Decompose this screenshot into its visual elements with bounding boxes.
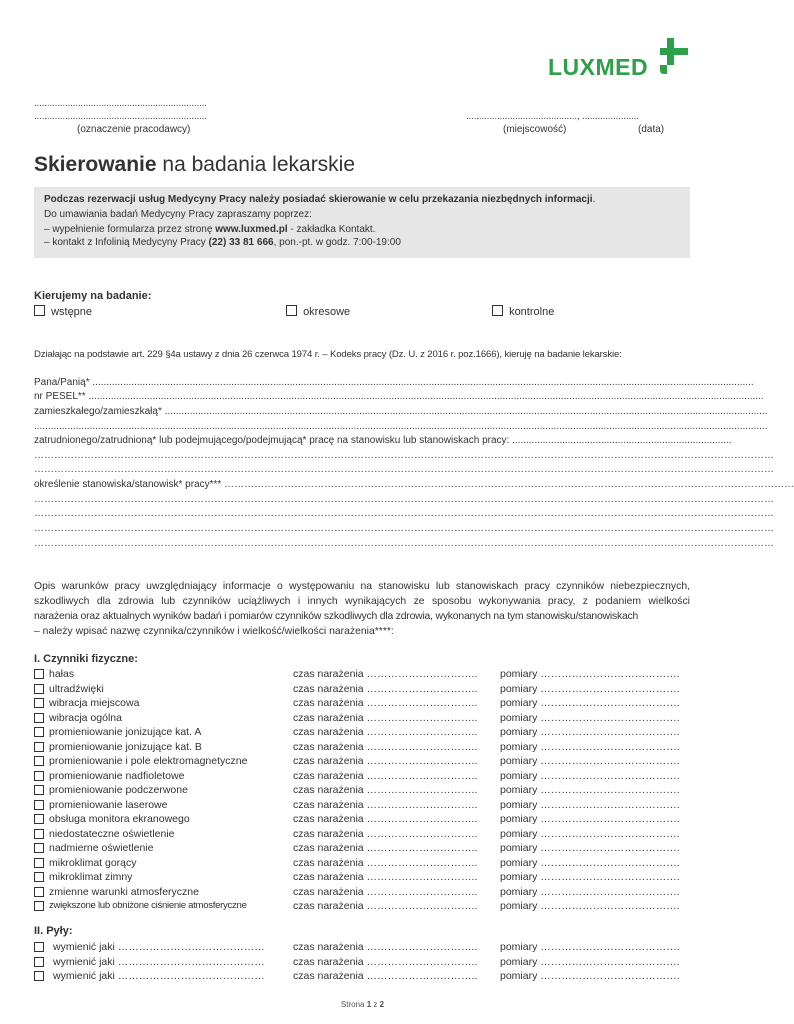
referral-option-initial[interactable]: wstępne	[34, 305, 92, 318]
measurement-field[interactable]: pomiary ………………………………….	[500, 711, 680, 724]
factor-label: niedostateczne oświetlenie	[49, 827, 175, 840]
physical-factor-row	[34, 783, 690, 797]
section-physical-heading: I. Czynniki fizyczne:	[34, 653, 138, 665]
checkbox[interactable]	[34, 305, 45, 316]
employer-line-1[interactable]: ...................................................................	[34, 98, 207, 109]
exposure-time-field[interactable]: czas narażenia …………………………..	[293, 726, 478, 738]
checkbox[interactable]	[34, 872, 44, 882]
position-field-continued-2[interactable]: ……………………………………………………………………………………………………………………………………………………………………………………………………	[34, 508, 774, 519]
physical-factor-row	[34, 841, 690, 855]
checkbox[interactable]	[34, 698, 44, 708]
checkbox[interactable]	[34, 814, 44, 824]
address-field[interactable]: zamieszkałego/zamieszkałą* .........................................................................................................................................................................................................................	[34, 406, 768, 417]
measurement-field[interactable]: pomiary ………………………………….	[500, 900, 680, 912]
physical-factor-row	[34, 812, 690, 826]
legal-basis-text: Działając na podstawie art. 229 §4a ustawy z dnia 26 czerwca 1974 r. – Kodeks pracy (Dz. U. z 2016 r. poz.1666), kieruję na badanie lekarskie:	[34, 349, 622, 360]
factor-label: zwiększone lub obniżone ciśnienie atmosferyczne	[49, 900, 247, 911]
checkbox[interactable]	[492, 305, 503, 316]
physical-factor-row	[34, 856, 690, 870]
checkbox[interactable]	[34, 942, 44, 952]
checkbox[interactable]	[34, 669, 44, 679]
luxmed-logo	[548, 38, 690, 80]
physical-factor-row	[34, 682, 690, 696]
workplace-field-continued-2[interactable]: ……………………………………………………………………………………………………………………………………………………………………………………………………	[34, 464, 774, 475]
checkbox[interactable]	[34, 756, 44, 766]
info-line-2: Do umawiania badań Medycyny Pracy zapraszamy poprzez:	[44, 209, 312, 220]
checkbox[interactable]	[34, 771, 44, 781]
exposure-time-field[interactable]: czas narażenia …………………………..	[293, 827, 478, 840]
logo-cross-icon	[656, 38, 690, 78]
dust-factor-row	[34, 940, 690, 954]
factor-label: zmienne warunki atmosferyczne	[49, 885, 199, 898]
measurement-field[interactable]: pomiary ………………………………….	[500, 885, 680, 898]
workplace-field-continued-1[interactable]: ……………………………………………………………………………………………………………………………………………………………………………………………………	[34, 450, 774, 461]
checkbox[interactable]	[34, 800, 44, 810]
exposure-time-field[interactable]: czas narażenia …………………………..	[293, 740, 478, 753]
info-line-1: Podczas rezerwacji usług Medycyny Pracy należy posiadać skierowanie w celu przekazania niezbędnych informacji.	[44, 194, 596, 205]
measurement-field[interactable]: pomiary ………………………………….	[500, 740, 680, 753]
factor-label: promieniowanie i pole elektromagnetyczne	[49, 755, 248, 767]
section-dust-heading: II. Pyły:	[34, 925, 73, 937]
dust-factor-row	[34, 969, 690, 983]
page-footer: Strona 1 z 2	[340, 1000, 385, 1009]
physical-factor-row	[34, 696, 690, 710]
measurement-field[interactable]: pomiary ………………………………….	[500, 842, 680, 854]
total-pages: 2	[379, 1000, 385, 1009]
info-line-4: – kontakt z Infolinią Medycyny Pracy (22) 33 81 666, pon.-pt. w godz. 7:00-19:00	[44, 237, 401, 248]
factor-label: obsługa monitora ekranowego	[49, 813, 190, 825]
measurement-field[interactable]: pomiary ………………………………….	[500, 827, 680, 840]
exposure-time-field[interactable]: czas narażenia …………………………..	[293, 856, 478, 869]
address-field-continued[interactable]: ........................................................................................................................................................................................................................................................................	[34, 421, 768, 432]
current-page: 1	[366, 1000, 372, 1009]
place-date-line[interactable]: ..........................................., ......................	[466, 111, 639, 122]
checkbox[interactable]	[34, 901, 44, 911]
dust-factor-row	[34, 955, 690, 969]
checkbox[interactable]	[34, 829, 44, 839]
factor-label: ultradźwięki	[49, 682, 104, 695]
checkbox[interactable]	[34, 858, 44, 868]
measurement-field[interactable]: pomiary ………………………………….	[500, 784, 680, 796]
factor-label: mikroklimat zimny	[49, 871, 133, 883]
checkbox[interactable]	[34, 742, 44, 752]
logo-text: LUXMED	[548, 54, 649, 80]
factor-label: hałas	[49, 668, 75, 680]
checkbox[interactable]	[34, 785, 44, 795]
position-field[interactable]: określenie stanowiska/stanowisk* pracy*** ………………………………………………………………………………………………………………………………………………………	[34, 479, 794, 490]
checkbox[interactable]	[34, 971, 44, 981]
measurement-field[interactable]: pomiary ………………………………….	[500, 755, 680, 767]
exposure-time-field[interactable]: czas narażenia …………………………..	[293, 813, 478, 825]
referral-option-periodic[interactable]: okresowe	[286, 305, 350, 318]
physical-factor-row	[34, 754, 690, 768]
referral-option-control[interactable]: kontrolne	[492, 305, 554, 318]
factor-label: nadmierne oświetlenie	[49, 842, 154, 854]
physical-factor-row	[34, 769, 690, 783]
exposure-time-field[interactable]: czas narażenia …………………………..	[293, 842, 478, 854]
measurement-field[interactable]: pomiary ………………………………….	[500, 682, 680, 695]
measurement-field[interactable]: pomiary ………………………………….	[500, 726, 680, 738]
title-rest: na badania lekarskie	[156, 153, 356, 176]
factor-label: promieniowanie jonizujące kat. B	[49, 740, 202, 753]
exposure-time-field[interactable]: czas narażenia …………………………..	[293, 697, 478, 709]
checkbox[interactable]	[34, 727, 44, 737]
exposure-time-field[interactable]: czas narażenia …………………………..	[293, 755, 478, 767]
dust-name-field[interactable]: wymienić jaki ……………………………………	[53, 941, 265, 953]
factor-label: wibracja miejscowa	[49, 697, 140, 709]
title-bold: Skierowanie	[34, 153, 157, 176]
physical-factor-row	[34, 711, 690, 725]
measurement-field[interactable]: pomiary ………………………………….	[500, 813, 680, 825]
measurement-field[interactable]: pomiary ………………………………….	[500, 941, 680, 953]
exposure-time-field[interactable]: czas narażenia …………………………..	[293, 955, 478, 968]
website-link[interactable]: www.luxmed.pl	[215, 224, 288, 235]
physical-factor-row	[34, 827, 690, 841]
measurement-field[interactable]: pomiary ………………………………….	[500, 769, 680, 782]
exposure-time-field[interactable]: czas narażenia …………………………..	[293, 682, 478, 695]
hotline-number: (22) 33 81 666	[208, 237, 274, 248]
factor-label: promieniowanie podczerwone	[49, 784, 188, 796]
position-field-continued-1[interactable]: ……………………………………………………………………………………………………………………………………………………………………………………………………	[34, 494, 774, 505]
page-title	[34, 153, 355, 177]
measurement-field[interactable]: pomiary ………………………………….	[500, 856, 680, 869]
exposure-time-field[interactable]: czas narażenia …………………………..	[293, 871, 478, 883]
name-field[interactable]: Pana/Panią* ..............................................................................................................................................................................................................................................	[34, 377, 754, 388]
exposure-time-field[interactable]: czas narażenia …………………………..	[293, 941, 478, 953]
workplace-field[interactable]: zatrudnionego/zatrudnioną* lub podejmującego/podejmującą* pracę na stanowisku lub stanowiskach pracy: ...............................................................................	[34, 435, 732, 446]
checkbox[interactable]	[34, 843, 44, 853]
checkbox[interactable]	[34, 887, 44, 897]
exposure-time-field[interactable]: czas narażenia …………………………..	[293, 711, 478, 724]
exposure-time-field[interactable]: czas narażenia …………………………..	[293, 970, 478, 982]
measurement-field[interactable]: pomiary ………………………………….	[500, 798, 680, 811]
dust-name-field[interactable]: wymienić jaki ……………………………………	[53, 955, 265, 968]
physical-factor-row	[34, 885, 690, 899]
physical-factor-row	[34, 740, 690, 754]
exposure-time-field[interactable]: czas narażenia …………………………..	[293, 769, 478, 782]
physical-factor-row	[34, 798, 690, 812]
checkbox[interactable]	[34, 684, 44, 694]
factor-label: promieniowanie jonizujące kat. A	[49, 726, 202, 738]
factor-label: mikroklimat gorący	[49, 856, 137, 869]
physical-factor-row	[34, 725, 690, 739]
factor-label: promieniowanie laserowe	[49, 798, 168, 811]
employer-label: (oznaczenie pracodawcy)	[77, 124, 191, 135]
checkbox[interactable]	[34, 713, 44, 723]
exposure-time-field[interactable]: czas narażenia …………………………..	[293, 885, 478, 898]
measurement-field[interactable]: pomiary ………………………………….	[500, 668, 680, 680]
info-box	[34, 187, 690, 258]
measurement-field[interactable]: pomiary ………………………………….	[500, 955, 680, 968]
factor-label: promieniowanie nadfioletowe	[49, 769, 185, 782]
position-field-continued-3[interactable]: ……………………………………………………………………………………………………………………………………………………………………………………………………	[34, 523, 774, 534]
pesel-field[interactable]: nr PESEL** ...................................................................................................................................................................................................................................................	[34, 391, 764, 402]
checkbox[interactable]	[34, 957, 44, 967]
exposure-time-field[interactable]: czas narażenia …………………………..	[293, 798, 478, 811]
employer-line-2[interactable]: ...................................................................	[34, 111, 207, 122]
date-label: (data)	[638, 124, 665, 135]
position-field-continued-4[interactable]: ……………………………………………………………………………………………………………………………………………………………………………………………………	[34, 538, 774, 549]
measurement-field[interactable]: pomiary ………………………………….	[500, 697, 680, 709]
exposure-time-field[interactable]: czas narażenia …………………………..	[293, 784, 478, 796]
referral-heading: Kierujemy na badanie:	[34, 290, 152, 302]
factor-label: wibracja ogólna	[49, 711, 122, 724]
physical-factor-row	[34, 899, 690, 913]
checkbox[interactable]	[286, 305, 297, 316]
measurement-field[interactable]: pomiary ………………………………….	[500, 871, 680, 883]
measurement-field[interactable]: pomiary ………………………………….	[500, 970, 680, 982]
conditions-description: Opis warunków pracy uwzględniający informacje o występowaniu na stanowisku lub stanowiskach pracy czynników niebezpiecznych, szkodliwych dla zdrowia lub czynników uciążliwych i innych wynikających ze sposobu wykonywania pracy, z podaniem wielkości narażenia oraz aktualnych wyników badań i pomiarów czynników szkodliwych dla zdrowia, wykonanych na tym stanowisku/stanowiskach – należy wpisać nazwę czynnika/czynników i wielkość/wielkości narażenia****:	[34, 581, 690, 637]
exposure-time-field[interactable]: czas narażenia …………………………..	[293, 668, 478, 680]
dust-name-field[interactable]: wymienić jaki ……………………………………	[53, 970, 265, 982]
place-label: (miejscowość)	[503, 124, 567, 135]
physical-factor-row	[34, 870, 690, 884]
exposure-time-field[interactable]: czas narażenia …………………………..	[293, 900, 478, 912]
info-line-3: – wypełnienie formularza przez stronę www.luxmed.pl - zakładka Kontakt.	[44, 224, 376, 235]
physical-factor-row	[34, 667, 690, 681]
